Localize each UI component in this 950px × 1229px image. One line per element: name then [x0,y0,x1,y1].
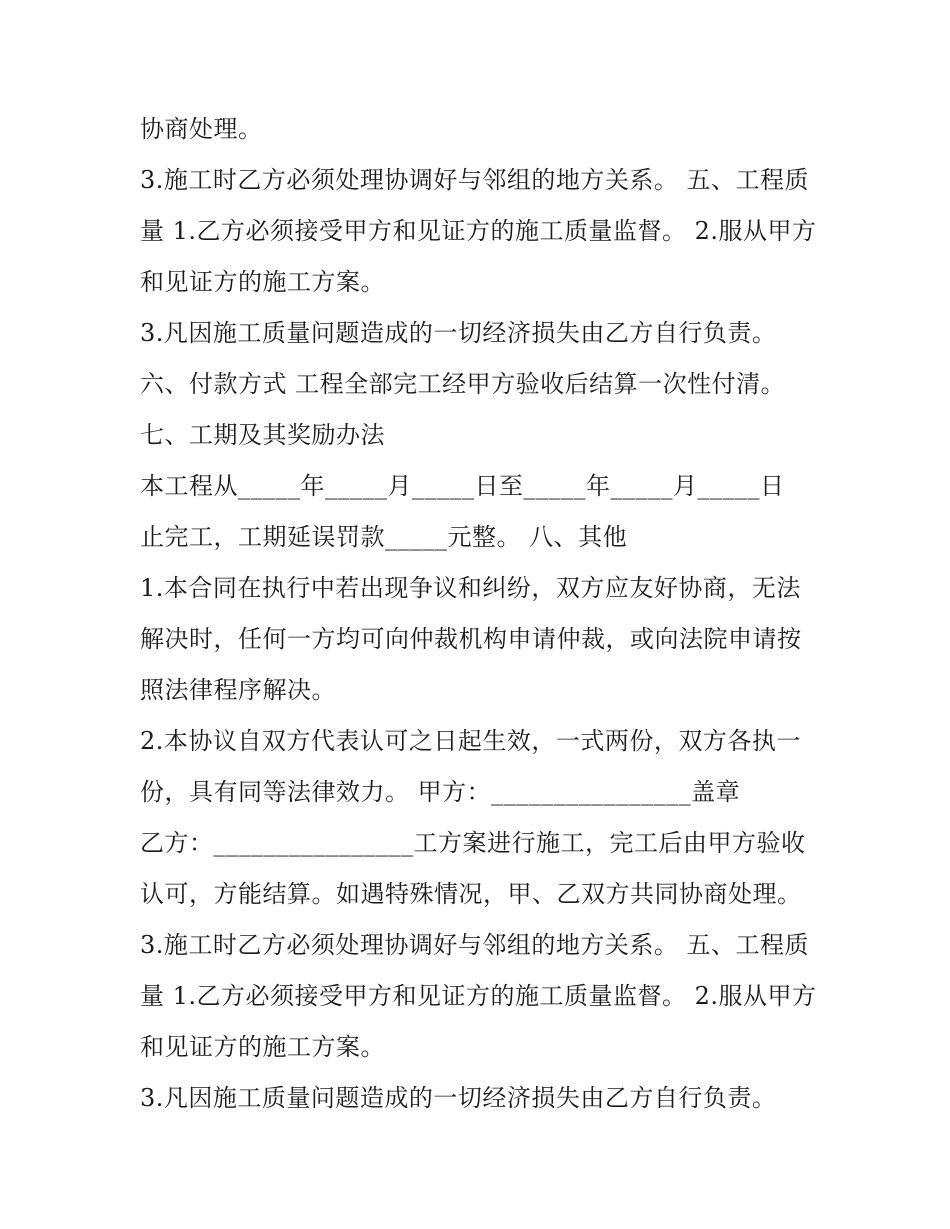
text-line: 六、付款方式 工程全部完工经甲方验收后结算一次性付清。 [140,370,786,398]
document-body [140,104,820,1124]
text-line: 3.凡因施工质量问题造成的一切经济损失由乙方自行负责。 [140,319,777,347]
text-line: 2.本协议自双方代表认可之日起生效，一式两份，双方各执一 [140,727,801,755]
text-line: 1.本合同在执行中若出现争议和纠纷，双方应友好协商，无法 [140,574,801,602]
text-line: 本工程从_____年_____月_____日至_____年_____月_____日 [140,472,785,500]
text-line: 照法律程序解决。 [140,676,336,704]
text-line: 3.施工时乙方必须处理协调好与邻组的地方关系。 五、工程质 [140,166,810,194]
text-line: 止完工，工期延误罚款_____元整。 八、其他 [140,523,628,551]
text-line: 解决时，任何一方均可向仲裁机构申请仲裁，或向法院申请按 [140,625,802,653]
section-heading: 七、工期及其奖励办法 [140,421,385,449]
text-line: 份，具有同等法律效力。 甲方：________________盖章 [140,778,741,806]
text-line: 乙方：________________工方案进行施工，完工后由甲方验收 [140,829,806,857]
text-line: 3.施工时乙方必须处理协调好与邻组的地方关系。 五、工程质 [140,931,810,959]
text-line: 量 1.乙方必须接受甲方和见证方的施工质量监督。 2.服从甲方 [140,982,817,1010]
text-line: 协商处理。 [140,115,263,143]
text-line: 和见证方的施工方案。 [140,268,385,296]
text-line: 认可，方能结算。如遇特殊情况，甲、乙双方共同协商处理。 [140,880,802,908]
text-line: 3.凡因施工质量问题造成的一切经济损失由乙方自行负责。 [140,1084,777,1112]
text-line: 和见证方的施工方案。 [140,1033,385,1061]
text-line: 量 1.乙方必须接受甲方和见证方的施工质量监督。 2.服从甲方 [140,217,817,245]
